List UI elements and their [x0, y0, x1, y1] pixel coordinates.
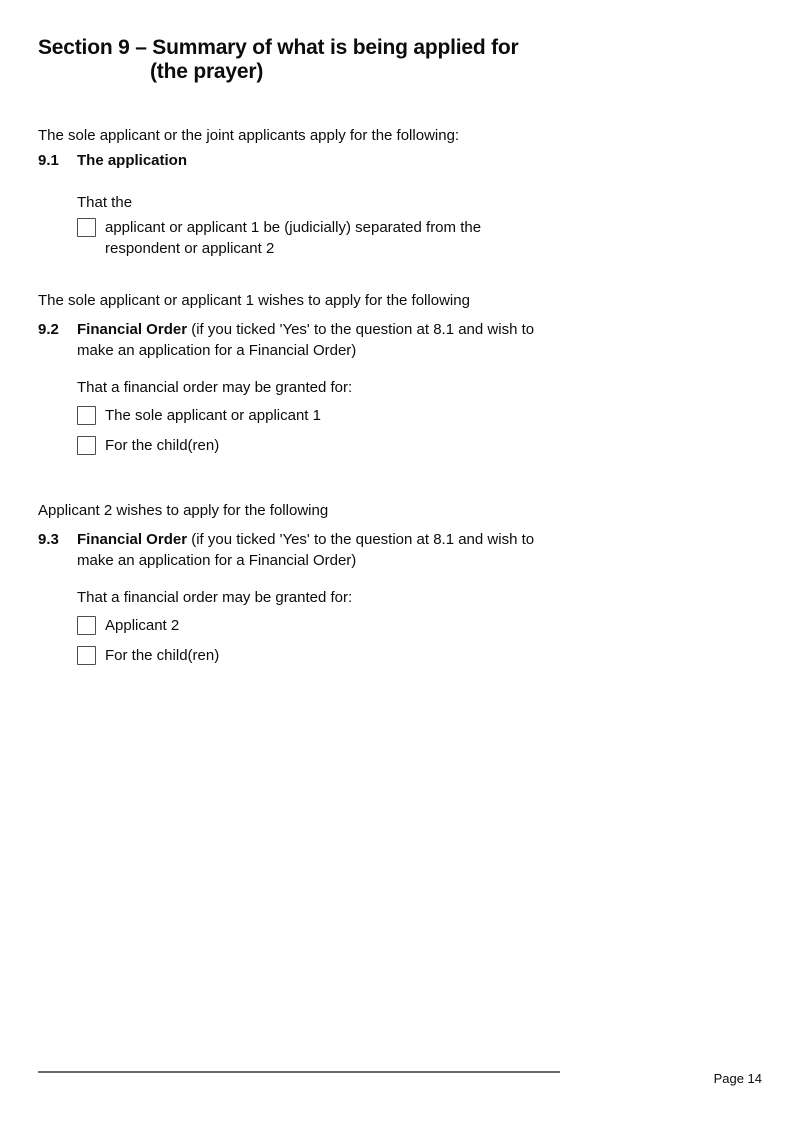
footer-divider-line [38, 1071, 560, 1073]
item-9-1-lead: That the [77, 194, 133, 211]
page-number: Page 14 [713, 1071, 762, 1086]
item-9-2 [38, 319, 762, 456]
item-9-2-lead: That a financial order may be granted for: [77, 379, 353, 396]
item-9-2-heading-rest: (if you ticked 'Yes' to the question at 8.1 and wish to make an application for a Financial Order) [77, 321, 535, 359]
checkbox-row-fo2-children [77, 645, 552, 666]
item-9-3-heading [77, 529, 552, 571]
item-9-3 [38, 529, 762, 666]
item-9-1-number: 9.1 [38, 152, 59, 169]
fo2-applicant2-checkbox-label: Applicant 2 [105, 617, 180, 634]
item-9-3-number: 9.3 [38, 531, 59, 548]
item-9-3-lead: That a financial order may be granted for: [77, 589, 353, 606]
judicial-separation-checkbox-label: applicant or applicant 1 be (judicially) separated from the respondent or applicant 2 [105, 219, 482, 257]
item-9-3-body [77, 529, 552, 666]
item-9-1-heading: The application [77, 152, 188, 169]
item-9-1 [38, 150, 762, 259]
intro-sole-applicant-1: The sole applicant or applicant 1 wishes to apply for the following [38, 292, 470, 309]
checkbox-row-fo1-applicant [77, 405, 552, 426]
fo1-applicant-checkbox-label: The sole applicant or applicant 1 [105, 407, 321, 424]
item-9-2-body [77, 319, 552, 456]
page-title-line1: Section 9 – Summary of what is being applied for [38, 36, 519, 59]
page-title-line2: (the prayer) [150, 60, 264, 83]
fo1-applicant-checkbox[interactable] [77, 406, 96, 425]
checkbox-row-judicial-separation [77, 217, 517, 259]
fo2-applicant2-checkbox[interactable] [77, 616, 96, 635]
item-9-2-heading-bold: Financial Order [77, 321, 188, 338]
item-9-3-heading-bold: Financial Order [77, 531, 188, 548]
fo1-children-checkbox-label: For the child(ren) [105, 437, 220, 454]
checkbox-row-fo1-children [77, 435, 552, 456]
item-9-2-heading [77, 319, 552, 361]
judicial-separation-checkbox[interactable] [77, 218, 96, 237]
item-9-3-heading-rest: (if you ticked 'Yes' to the question at 8.1 and wish to make an application for a Financial Order) [77, 531, 535, 569]
checkbox-row-fo2-applicant2 [77, 615, 552, 636]
item-9-2-number: 9.2 [38, 321, 59, 338]
fo1-children-checkbox[interactable] [77, 436, 96, 455]
intro-applicant-2: Applicant 2 wishes to apply for the following [38, 502, 329, 519]
intro-sole-or-joint-applicants: The sole applicant or the joint applicants apply for the following: [38, 127, 460, 144]
item-9-1-body [77, 150, 517, 259]
page-title [38, 36, 762, 84]
fo2-children-checkbox-label: For the child(ren) [105, 647, 220, 664]
fo2-children-checkbox[interactable] [77, 646, 96, 665]
